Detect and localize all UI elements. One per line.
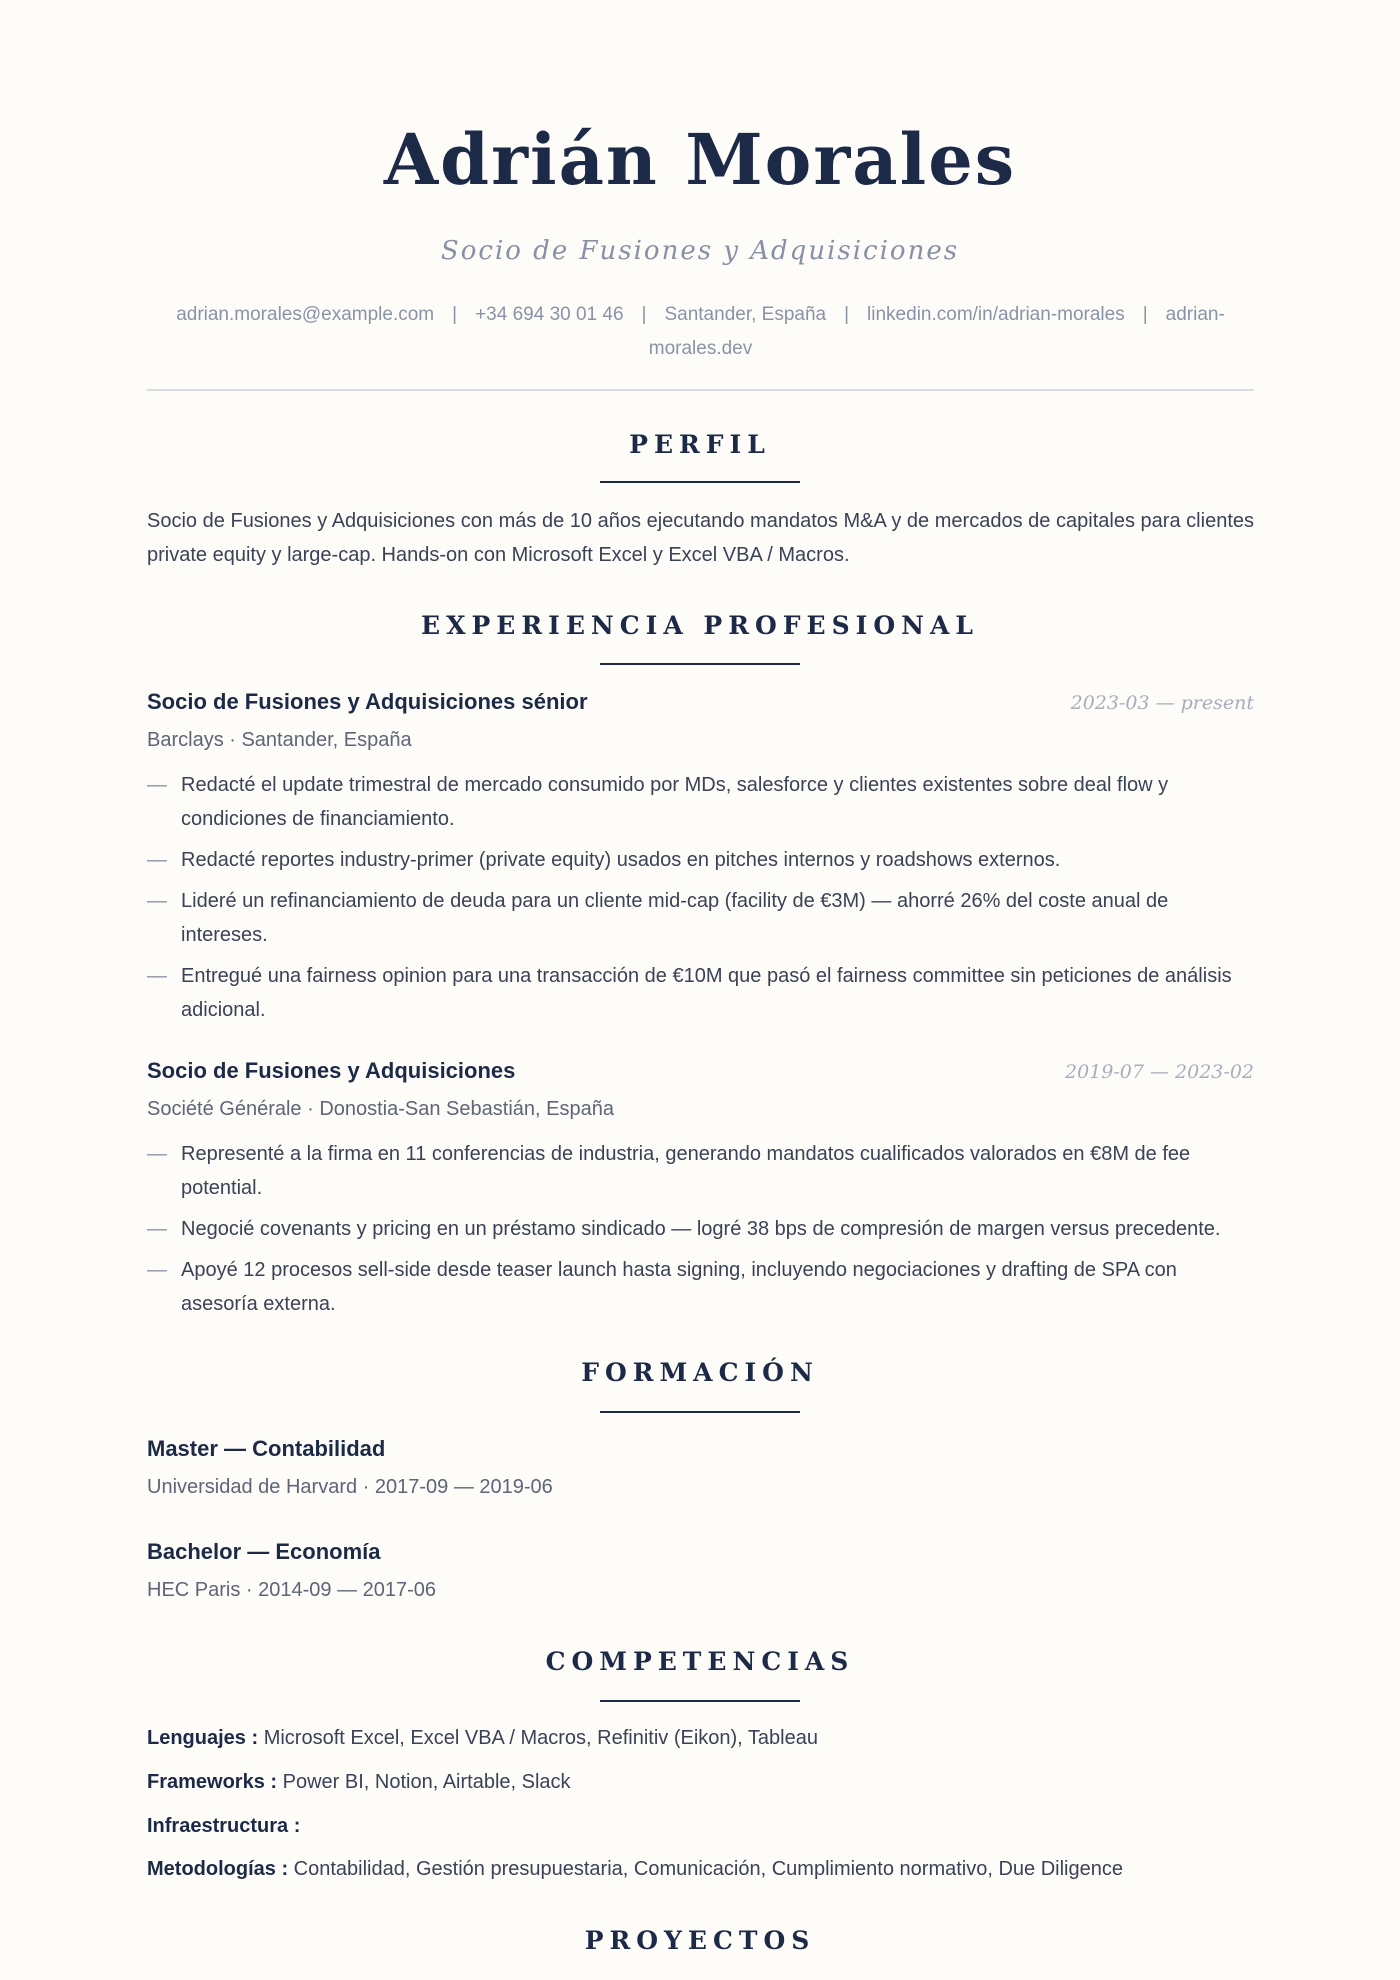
section-title-projects: PROYECTOS — [584, 1926, 816, 1955]
job-date: 2019-07 — 2023-02 — [1065, 1061, 1254, 1083]
job-bullet: — Entregué una fairness opinion para una transacción de €10M que pasó el fairness committee sin peticiones de análisis adicional. — [147, 959, 1254, 1027]
job-bullet: — Apoyé 12 procesos sell-side desde teaser launch hasta signing, incluyendo negociaciones y drafting de SPA con asesoría externa. — [147, 1253, 1254, 1321]
contact-linkedin[interactable]: linkedin.com/in/adrian-morales — [867, 304, 1125, 325]
job-bullet: — Representé a la firma en 11 conferencias de industria, generando mandatos cualificados valorados en €8M de fee potential. — [147, 1137, 1254, 1205]
education-degree: Bachelor — Economía — [147, 1539, 381, 1564]
job-organization: Barclays · Santander, España — [147, 729, 412, 751]
skill-label: Lenguajes : — [147, 1727, 259, 1749]
job-bullets — [147, 1137, 1254, 1328]
skill-value: Microsoft Excel, Excel VBA / Macros, Refinitiv (Eikon), Tableau — [263, 1727, 818, 1749]
skill-row — [147, 1858, 1123, 1881]
skill-label: Frameworks : — [147, 1771, 278, 1793]
skill-label: Metodologías : — [147, 1858, 289, 1880]
contact-phone[interactable]: +34 694 30 01 46 — [475, 304, 624, 325]
contact-email[interactable]: adrian.morales@example.com — [176, 304, 435, 325]
section-rule — [600, 1700, 800, 1702]
candidate-name: Adrián Morales — [383, 118, 1017, 201]
section-title-experience: EXPERIENCIA PROFESIONAL — [421, 611, 979, 640]
job-title: Socio de Fusiones y Adquisiciones sénior — [147, 689, 588, 714]
job-date: 2023-03 — present — [1070, 692, 1254, 714]
contact-separator: | — [452, 304, 458, 325]
section-rule — [600, 481, 800, 483]
contact-location: Santander, España — [664, 304, 827, 325]
education-info: Universidad de Harvard · 2017-09 — 2019-06 — [147, 1476, 553, 1498]
job-bullet: — Redacté el update trimestral de mercado consumido por MDs, salesforce y clientes existentes sobre deal flow y condiciones de financiamiento. — [147, 768, 1254, 836]
job-bullet: — Lideré un refinanciamiento de deuda para un cliente mid-cap (facility de €3M) — ahorré 26% del coste anual de intereses. — [147, 884, 1254, 952]
candidate-title: Socio de Fusiones y Adquisiciones — [440, 236, 960, 266]
job-bullets — [147, 768, 1254, 1034]
skill-value: Contabilidad, Gestión presupuestaria, Comunicación, Cumplimiento normativo, Due Diligence — [293, 1858, 1123, 1880]
job-title: Socio de Fusiones y Adquisiciones — [147, 1058, 516, 1083]
contact-website[interactable]: adrian-morales.dev — [648, 304, 1225, 359]
section-title-education: FORMACIÓN — [581, 1358, 819, 1387]
skill-row — [147, 1727, 818, 1750]
skill-label: Infraestructura : — [147, 1815, 301, 1837]
job-bullet: — Negocié covenants y pricing en un préstamo sindicado — logré 38 bps de compresión de margen versus precedente. — [147, 1212, 1254, 1246]
job-bullet: — Redacté reportes industry-primer (private equity) usados en pitches internos y roadshows externos. — [147, 843, 1254, 877]
contact-line — [147, 298, 1254, 366]
job-organization: Société Générale · Donostia-San Sebastián, España — [147, 1098, 614, 1120]
profile-summary: Socio de Fusiones y Adquisiciones con más de 10 años ejecutando mandatos M&A y de mercados de capitales para clientes private equity y large-cap. Hands-on con Microsoft Excel y Excel VBA / Macros. — [147, 510, 1254, 566]
contact-separator: | — [1142, 304, 1148, 325]
skill-value: Power BI, Notion, Airtable, Slack — [282, 1771, 571, 1793]
section-title-skills: COMPETENCIAS — [545, 1647, 855, 1676]
education-degree: Master — Contabilidad — [147, 1436, 386, 1461]
contact-separator: | — [844, 304, 850, 325]
education-info: HEC Paris · 2014-09 — 2017-06 — [147, 1579, 437, 1601]
section-rule — [600, 663, 800, 665]
header-divider — [147, 389, 1254, 391]
section-rule — [600, 1411, 800, 1413]
section-title-profile: PERFIL — [629, 430, 771, 459]
contact-separator: | — [641, 304, 647, 325]
skill-row — [147, 1815, 300, 1838]
skill-row — [147, 1771, 571, 1794]
